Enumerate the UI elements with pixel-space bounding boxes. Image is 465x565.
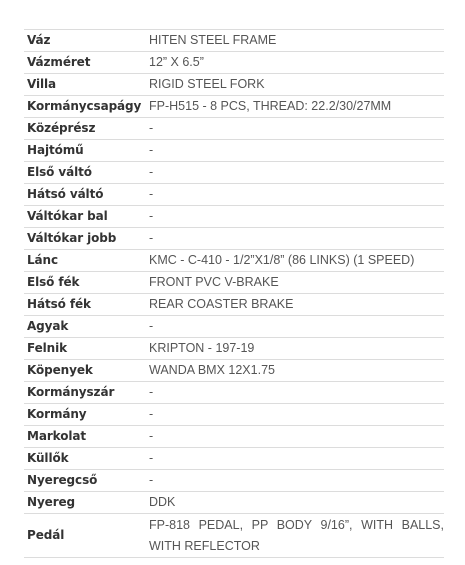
spec-row-hajtomu	[24, 140, 444, 162]
spec-row-elso-valto	[24, 162, 444, 184]
spec-row-elso-fek	[24, 272, 444, 294]
spec-label: Hátsó fék	[24, 294, 149, 316]
spec-value: REAR COASTER BRAKE	[149, 294, 444, 316]
spec-label: Váz	[24, 30, 149, 52]
spec-label: Vázméret	[24, 52, 149, 74]
spec-row-nyeregcso	[24, 470, 444, 492]
spec-row-agyak	[24, 316, 444, 338]
spec-label: Első fék	[24, 272, 149, 294]
spec-value: -	[149, 426, 444, 448]
spec-label: Váltókar jobb	[24, 228, 149, 250]
spec-value: KRIPTON - 197-19	[149, 338, 444, 360]
spec-row-nyereg	[24, 492, 444, 514]
spec-value: -	[149, 140, 444, 162]
spec-row-valtokar-bal	[24, 206, 444, 228]
spec-value: -	[149, 206, 444, 228]
spec-label: Nyereg	[24, 492, 149, 514]
spec-row-markolat	[24, 426, 444, 448]
spec-value: DDK	[149, 492, 444, 514]
spec-row-kozepresz	[24, 118, 444, 140]
spec-label: Kormány	[24, 404, 149, 426]
spec-row-kormanycsapagy	[24, 96, 444, 118]
spec-label: Hátsó váltó	[24, 184, 149, 206]
spec-label: Markolat	[24, 426, 149, 448]
spec-value: -	[149, 382, 444, 404]
spec-row-hatso-fek	[24, 294, 444, 316]
spec-label: Lánc	[24, 250, 149, 272]
spec-value: WANDA BMX 12X1.75	[149, 360, 444, 382]
spec-label: Első váltó	[24, 162, 149, 184]
spec-row-vaz	[24, 30, 444, 52]
spec-label: Küllők	[24, 448, 149, 470]
spec-table	[24, 29, 444, 558]
spec-value: KMC - C-410 - 1/2”X1/8” (86 LINKS) (1 SPEED)	[149, 250, 444, 272]
spec-label: Kormánycsapágy	[24, 96, 149, 118]
spec-row-villa	[24, 74, 444, 96]
spec-label: Középrész	[24, 118, 149, 140]
spec-value: HITEN STEEL FRAME	[149, 30, 444, 52]
spec-row-kormany	[24, 404, 444, 426]
spec-value: -	[149, 184, 444, 206]
spec-value: FP-818 PEDAL, PP BODY 9/16”, WITH BALLS, WITH REFLECTOR	[149, 514, 444, 558]
spec-value: FRONT PVC V-BRAKE	[149, 272, 444, 294]
spec-row-hatso-valto	[24, 184, 444, 206]
spec-label: Felnik	[24, 338, 149, 360]
spec-value: RIGID STEEL FORK	[149, 74, 444, 96]
spec-label: Agyak	[24, 316, 149, 338]
spec-row-lanc	[24, 250, 444, 272]
spec-value: -	[149, 470, 444, 492]
spec-value: -	[149, 404, 444, 426]
spec-value: -	[149, 118, 444, 140]
spec-row-kormanyszar	[24, 382, 444, 404]
spec-row-pedal	[24, 514, 444, 558]
spec-label: Pedál	[24, 514, 149, 558]
spec-label: Villa	[24, 74, 149, 96]
spec-value: FP-H515 - 8 PCS, THREAD: 22.2/30/27MM	[149, 96, 444, 118]
spec-value: -	[149, 448, 444, 470]
spec-label: Nyeregcső	[24, 470, 149, 492]
spec-value: 12” X 6.5”	[149, 52, 444, 74]
spec-value: -	[149, 162, 444, 184]
spec-label: Hajtómű	[24, 140, 149, 162]
spec-value: -	[149, 316, 444, 338]
spec-value: -	[149, 228, 444, 250]
spec-row-vazmeret	[24, 52, 444, 74]
spec-label: Váltókar bal	[24, 206, 149, 228]
spec-label: Köpenyek	[24, 360, 149, 382]
spec-row-kullok	[24, 448, 444, 470]
spec-row-valtokar-jobb	[24, 228, 444, 250]
spec-row-kopenyek	[24, 360, 444, 382]
spec-row-felnik	[24, 338, 444, 360]
spec-label: Kormányszár	[24, 382, 149, 404]
